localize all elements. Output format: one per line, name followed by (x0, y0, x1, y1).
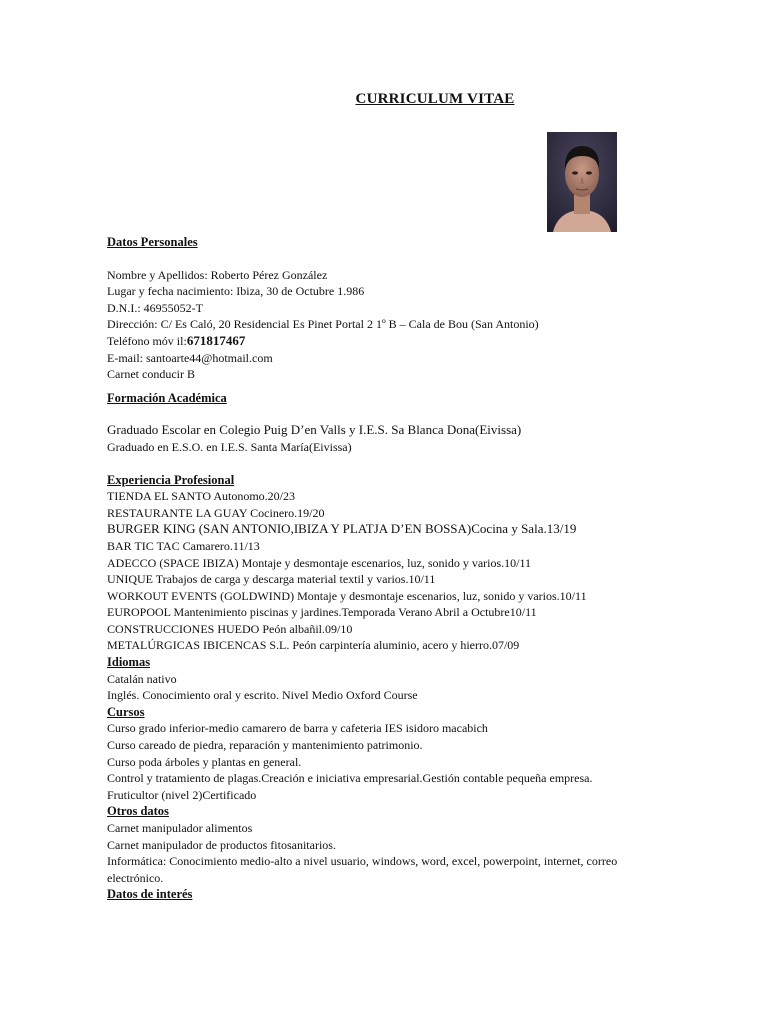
phone-label: Teléfono móv il: (107, 333, 187, 348)
experience-item: UNIQUE Trabajos de carga y descarga material textil y varios.10/11 (107, 572, 436, 587)
personal-license: Carnet conducir B (107, 367, 195, 382)
course-item: Curso careado de piedra, reparación y mantenimiento patrimonio. (107, 738, 423, 753)
personal-dni: D.N.I.: 46955052-T (107, 300, 203, 315)
cv-content (107, 234, 667, 903)
section-heading-interest: Datos de interés (107, 887, 193, 902)
experience-item: CONSTRUCCIONES HUEDO Peón albañil.09/10 (107, 621, 353, 636)
personal-birth: Lugar y fecha nacimiento: Ibiza, 30 de Octubre 1.986 (107, 284, 365, 299)
portrait-image (547, 132, 617, 232)
document-title: CURRICULUM VITAE (355, 91, 515, 107)
personal-name: Nombre y Apellidos: Roberto Pérez González (107, 267, 328, 282)
experience-item: ADECCO (SPACE IBIZA) Montaje y desmontaje escenarios, luz, sonido y varios.10/11 (107, 555, 532, 570)
experience-item: BURGER KING (SAN ANTONIO,IBIZA Y PLATJA D’EN BOSSA)Cocina y Sala.13/19 (107, 521, 577, 537)
course-item: Control y tratamiento de plagas.Creación e iniciativa empresarial.Gestión contable pequeña empresa. (107, 771, 593, 786)
profile-photo (547, 132, 617, 232)
experience-item: BAR TIC TAC Camarero.11/13 (107, 538, 260, 553)
experience-item: METALÚRGICAS IBICENCAS S.L. Peón carpintería aluminio, acero y hierro.07/09 (107, 638, 520, 653)
experience-item: RESTAURANTE LA GUAY Cocinero.19/20 (107, 505, 325, 520)
course-item: Curso grado inferior-medio camarero de barra y cafeteria IES isidoro macabich (107, 721, 488, 736)
personal-address: Dirección: C/ Es Caló, 20 Residencial Es Pinet Portal 2 1º B – Cala de Bou (San Antonio) (107, 317, 539, 332)
education-item: Graduado en E.S.O. en I.E.S. Santa María(Eivissa) (107, 439, 352, 454)
other-item: Carnet manipulador alimentos (107, 821, 253, 835)
language-item: Inglés. Conocimiento oral y escrito. Nivel Medio Oxford Course (107, 688, 418, 703)
experience-item: EUROPOOL Mantenimiento piscinas y jardines.Temporada Verano Abril a Octubre10/11 (107, 605, 537, 620)
section-heading-personal: Datos Personales (107, 235, 198, 249)
experience-item: WORKOUT EVENTS (GOLDWIND) Montaje y desmontaje escenarios, luz, sonido y varios.10/11 (107, 588, 587, 603)
other-item: Informática: Conocimiento medio-alto a nivel usuario, windows, word, excel, powerpoint, internet, correo (107, 854, 618, 869)
other-item: electrónico. (107, 870, 164, 885)
section-heading-other: Otros datos (107, 804, 169, 819)
personal-email: E-mail: santoarte44@hotmail.com (107, 350, 273, 365)
course-item: Fruticultor (nivel 2)Certificado (107, 787, 257, 802)
section-heading-languages: Idiomas (107, 655, 151, 670)
section-heading-experience: Experiencia Profesional (107, 472, 235, 487)
section-heading-courses: Cursos (107, 704, 145, 719)
education-item: Graduado Escolar en Colegio Puig D’en Valls y I.E.S. Sa Blanca Dona(Eivissa) (107, 422, 522, 438)
personal-phone (107, 333, 667, 350)
experience-item: TIENDA EL SANTO Autonomo.20/23 (107, 489, 295, 504)
other-item: Carnet manipulador de productos fitosanitarios. (107, 837, 336, 852)
phone-number: 671817467 (186, 332, 246, 348)
language-item: Catalán nativo (107, 671, 177, 686)
course-item: Curso poda árboles y plantas en general. (107, 754, 302, 769)
section-heading-education: Formación Académica (107, 390, 227, 405)
